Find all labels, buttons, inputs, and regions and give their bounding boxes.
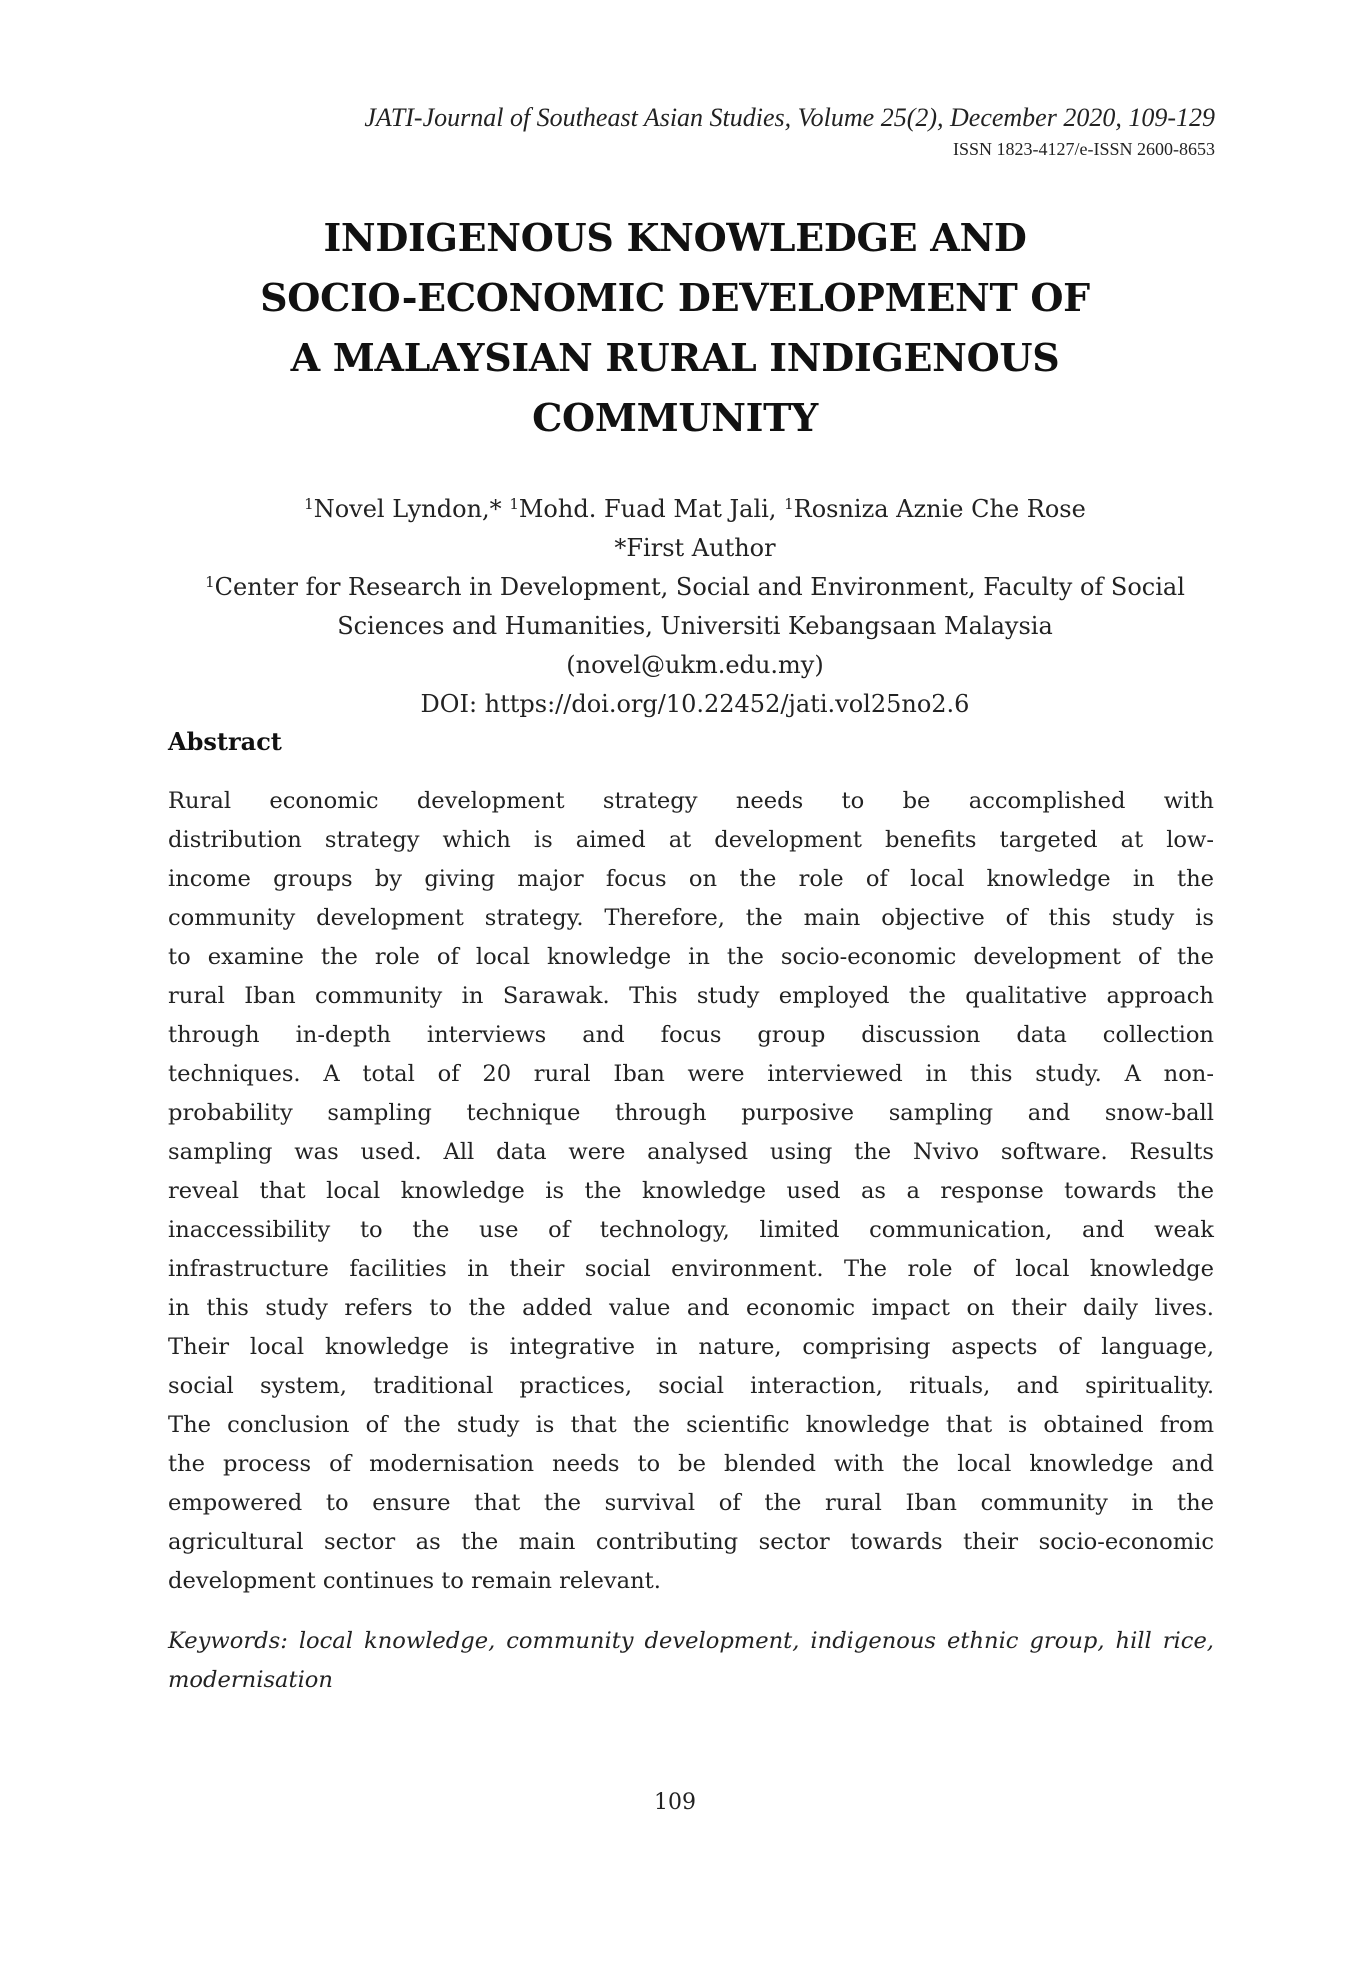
abstract-line: Rural economic development strategy needs to be accomplished with (168, 788, 1214, 814)
affiliation-marker: 1 (304, 495, 314, 513)
author-block (150, 490, 1240, 724)
first-author-note: *First Author (614, 534, 776, 562)
abstract-line: Their local knowledge is integrative in nature, comprising aspects of language, (168, 1334, 1214, 1360)
author-name: Rosniza Aznie Che Rose (793, 495, 1086, 523)
author-name: Mohd. Fuad Mat Jali, (518, 495, 777, 523)
abstract-line: sampling was used. All data were analysed using the Nvivo software. Results (168, 1139, 1214, 1165)
abstract-line: social system, traditional practices, social interaction, rituals, and spirituality. (168, 1373, 1214, 1399)
affiliation (150, 568, 1240, 607)
abstract-line: inaccessibility to the use of technology, limited communication, and weak (168, 1217, 1214, 1243)
journal-citation: JATI-Journal of Southeast Asian Studies, Volume 25(2), December 2020, 109-129 (364, 103, 1215, 132)
abstract-line: rural Iban community in Sarawak. This study employed the qualitative approach (168, 983, 1214, 1009)
abstract-line: income groups by giving major focus on the role of local knowledge in the (168, 866, 1214, 892)
title-line: SOCIO-ECONOMIC DEVELOPMENT OF (260, 275, 1090, 320)
abstract-line: in this study refers to the added value and economic impact on their daily lives. (168, 1295, 1214, 1321)
abstract-line: community development strategy. Therefore, the main objective of this study is (168, 905, 1214, 931)
affiliation-marker: 1 (509, 495, 519, 513)
affiliation-marker: 1 (205, 573, 215, 591)
keywords (168, 1622, 1214, 1700)
abstract-line: distribution strategy which is aimed at development benefits targeted at low- (168, 827, 1214, 853)
abstract-line: reveal that local knowledge is the knowledge used as a response towards the (168, 1178, 1214, 1204)
page-number: 109 (654, 1790, 696, 1815)
abstract-line: The conclusion of the study is that the scientific knowledge that is obtained from (168, 1412, 1214, 1438)
author-list (150, 490, 1240, 529)
abstract-line: agricultural sector as the main contributing sector towards their socio-economic (168, 1529, 1214, 1555)
abstract-line: techniques. A total of 20 rural Iban were interviewed in this study. A non- (168, 1061, 1214, 1087)
title-line: COMMUNITY (532, 395, 818, 440)
abstract-line: through in-depth interviews and focus group discussion data collection (168, 1022, 1214, 1048)
doi: DOI: https://doi.org/10.22452/jati.vol25no2.6 (420, 690, 970, 718)
journal-header (364, 102, 1215, 162)
title-line: INDIGENOUS KNOWLEDGE AND (323, 215, 1027, 260)
contact-email: (novel@ukm.edu.my) (566, 651, 824, 679)
abstract-line: probability sampling technique through purposive sampling and snow-ball (168, 1100, 1214, 1126)
abstract-line: the process of modernisation needs to be blended with the local knowledge and (168, 1451, 1214, 1477)
affiliation-continued: Sciences and Humanities, Universiti Kebangsaan Malaysia (337, 612, 1053, 640)
affiliation-text: Center for Research in Development, Social and Environment, Faculty of Social (214, 573, 1185, 601)
issn-line: ISSN 1823-4127/e-ISSN 2600-8653 (952, 139, 1215, 159)
author-name: Novel Lyndon,* (313, 495, 502, 523)
abstract-line: infrastructure facilities in their social environment. The role of local knowledge (168, 1256, 1214, 1282)
affiliation-marker: 1 (784, 495, 794, 513)
abstract-line: development continues to remain relevant. (168, 1568, 661, 1594)
abstract-body (168, 782, 1214, 1601)
keywords-line: Keywords: local knowledge, community development, indigenous ethnic group, hill rice, (168, 1628, 1214, 1654)
abstract-line: empowered to ensure that the survival of the rural Iban community in the (168, 1490, 1214, 1516)
paper-title (200, 208, 1150, 448)
abstract-line: to examine the role of local knowledge in the socio-economic development of the (168, 944, 1214, 970)
keywords-line: modernisation (168, 1667, 333, 1693)
abstract-heading: Abstract (168, 727, 282, 756)
title-line: A MALAYSIAN RURAL INDIGENOUS (290, 335, 1060, 380)
